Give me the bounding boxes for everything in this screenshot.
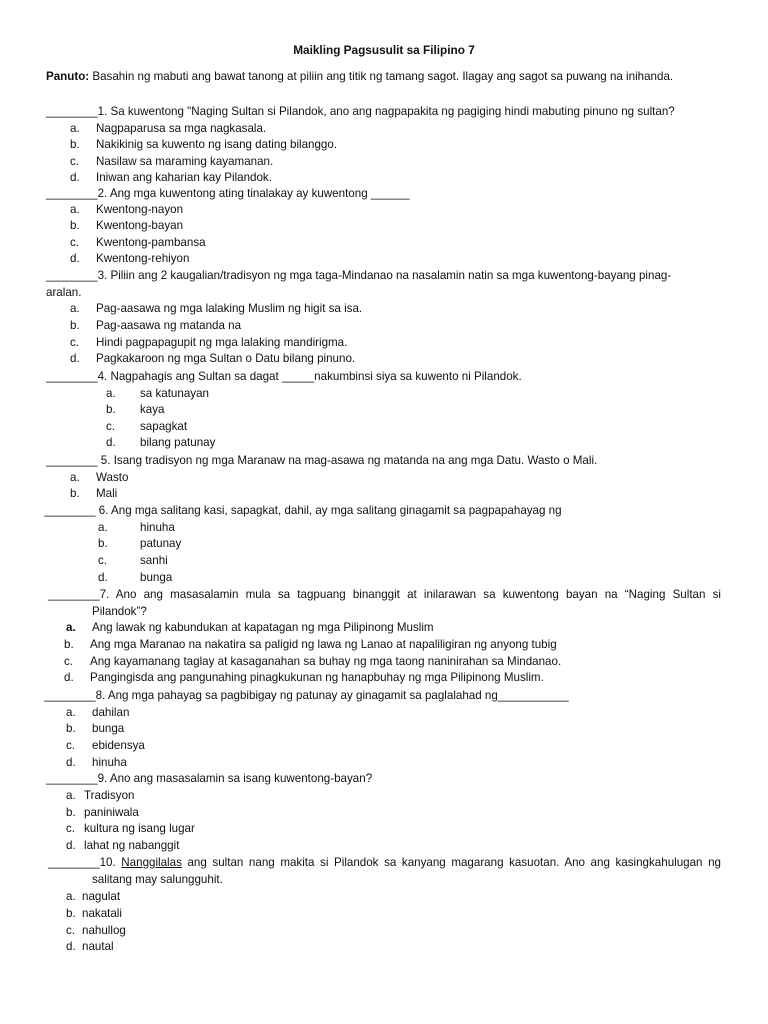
q1-choice-d: d. Iniwan ang kaharian kay Pilandok. (70, 171, 272, 184)
q8-choice-c: c. ebidensya (66, 739, 145, 752)
q7-choice-a: a. Ang lawak ng kabundukan at kapatagan ng mga Pilipinong Muslim (66, 621, 434, 634)
q4-choice-b: b. kaya (106, 403, 165, 416)
q2-choice-c: c. Kwentong-pambansa (70, 236, 206, 249)
question-8-stem: ________8. Ang mga pahayag sa pagbibigay ng patunay ay ginagamit sa paglalahad ng___________ (44, 689, 569, 702)
q3-choice-c: c. Hindi pagpapagupit ng mga lalaking mandirigma. (70, 336, 348, 349)
q3-choice-a: a. Pag-aasawa ng mga lalaking Muslim ng higit sa isa. (70, 302, 363, 315)
q10-choice-b: b. nakatali (66, 907, 122, 920)
question-4-stem: ________4. Nagpahagis ang Sultan sa dagat _____nakumbinsi siya sa kuwento ni Pilandok. (46, 370, 522, 383)
q4-choice-a: a. sa katunayan (106, 387, 209, 400)
q5-choice-b: b. Mali (70, 487, 118, 500)
q3-choice-b: b. Pag-aasawa ng matanda na (70, 319, 242, 332)
q2-choice-a: a. Kwentong-nayon (70, 203, 184, 216)
q6-choice-b: b. patunay (98, 537, 182, 550)
q4-choice-c: c. sapagkat (106, 420, 188, 433)
q6-choice-a: a. hinuha (98, 521, 175, 534)
q6-choice-c: c. sanhi (98, 554, 168, 567)
q1-choice-c: c. Nasilaw sa maraming kayamanan. (70, 155, 274, 168)
q4-choice-d: d. bilang patunay (106, 436, 216, 449)
q9-choice-b: b. paniniwala (66, 806, 139, 819)
q7-choice-c: c. Ang kayamanang taglay at kasaganahan sa buhay ng mga taong naninirahan sa Mindanao. (64, 655, 562, 668)
q2-choice-b: b. Kwentong-bayan (70, 219, 184, 232)
q1-choice-a: a. Nagpaparusa sa mga nagkasala. (70, 122, 267, 135)
question-6-stem: ________ 6. Ang mga salitang kasi, sapagkat, dahil, ay mga salitang ginagamit sa pagpapahayag ng (44, 504, 562, 517)
underlined-word: Nanggilalas (121, 856, 182, 869)
instructions-text: Basahin ng mabuti ang bawat tanong at piliin ang titik ng tamang sagot. Ilagay ang sagot sa puwang na inihanda. (89, 70, 674, 83)
question-3-stem-line2: aralan. (46, 286, 82, 299)
q9-choice-a: a. Tradisyon (66, 789, 135, 802)
question-10-stem-line1: ________10. Nanggilalas ang sultan nang makita si Pilandok sa kanyang magarang kasuotan. Ano ang kasingkahulugan ng (48, 856, 721, 869)
q1-choice-b: b. Nakikinig sa kuwento ng isang dating bilanggo. (70, 138, 338, 151)
question-7-stem-line1: ________7. Ano ang masasalamin mula sa tagpuang binanggit at inilarawan sa kuwentong bayan na “Naging Sultan si (48, 588, 721, 601)
q2-choice-d: d. Kwentong-rehiyon (70, 252, 190, 265)
question-3-stem-line1: ________3. Piliin ang 2 kaugalian/tradisyon ng mga taga-Mindanao na nasalamin natin sa mga kuwentong-bayang pinag- (46, 269, 672, 282)
question-9-stem: ________9. Ano ang masasalamin sa isang kuwentong-bayan? (46, 772, 373, 785)
q7-choice-d: d. Pangingisda ang pangunahing pinagkukunan ng hanapbuhay ng mga Pilipinong Muslim. (64, 671, 544, 684)
q10-choice-d: d. nautal (66, 940, 114, 953)
q8-choice-a: a. dahilan (66, 706, 130, 719)
question-2-stem: ________2. Ang mga kuwentong ating tinalakay ay kuwentong ______ (46, 187, 410, 200)
q10-choice-c: c. nahullog (66, 924, 126, 937)
q9-choice-d: d. lahat ng nabanggit (66, 839, 180, 852)
q8-choice-b: b. bunga (66, 722, 125, 735)
instructions-label: Panuto: (46, 70, 90, 83)
instructions (46, 69, 673, 84)
question-10-stem-line2: salitang may salungguhit. (92, 873, 223, 886)
q3-choice-d: d. Pagkakaroon ng mga Sultan o Datu bilang pinuno. (70, 352, 356, 365)
q5-choice-a: a. Wasto (70, 471, 129, 484)
page-title: Maikling Pagsusulit sa Filipino 7 (293, 43, 475, 57)
q10-choice-a: a. nagulat (66, 890, 121, 903)
q7-choice-b: b. Ang mga Maranao na nakatira sa paligid ng lawa ng Lanao at napaliligiran ng anyong tubig (64, 638, 557, 651)
q9-choice-c: c. kultura ng isang lugar (66, 822, 195, 835)
question-7-stem-line2: Pilandok”? (92, 605, 147, 618)
question-5-stem: ________ 5. Isang tradisyon ng mga Maranaw na mag-asawa ng matanda na ang mga Datu. Wasto o Mali. (46, 454, 598, 467)
question-1-stem: ________1. Sa kuwentong "Naging Sultan si Pilandok, ano ang nagpapakita ng pagiging hindi mabuting pinuno ng sultan? (46, 105, 675, 118)
q6-choice-d: d. bunga (98, 571, 173, 584)
q8-choice-d: d. hinuha (66, 756, 127, 769)
